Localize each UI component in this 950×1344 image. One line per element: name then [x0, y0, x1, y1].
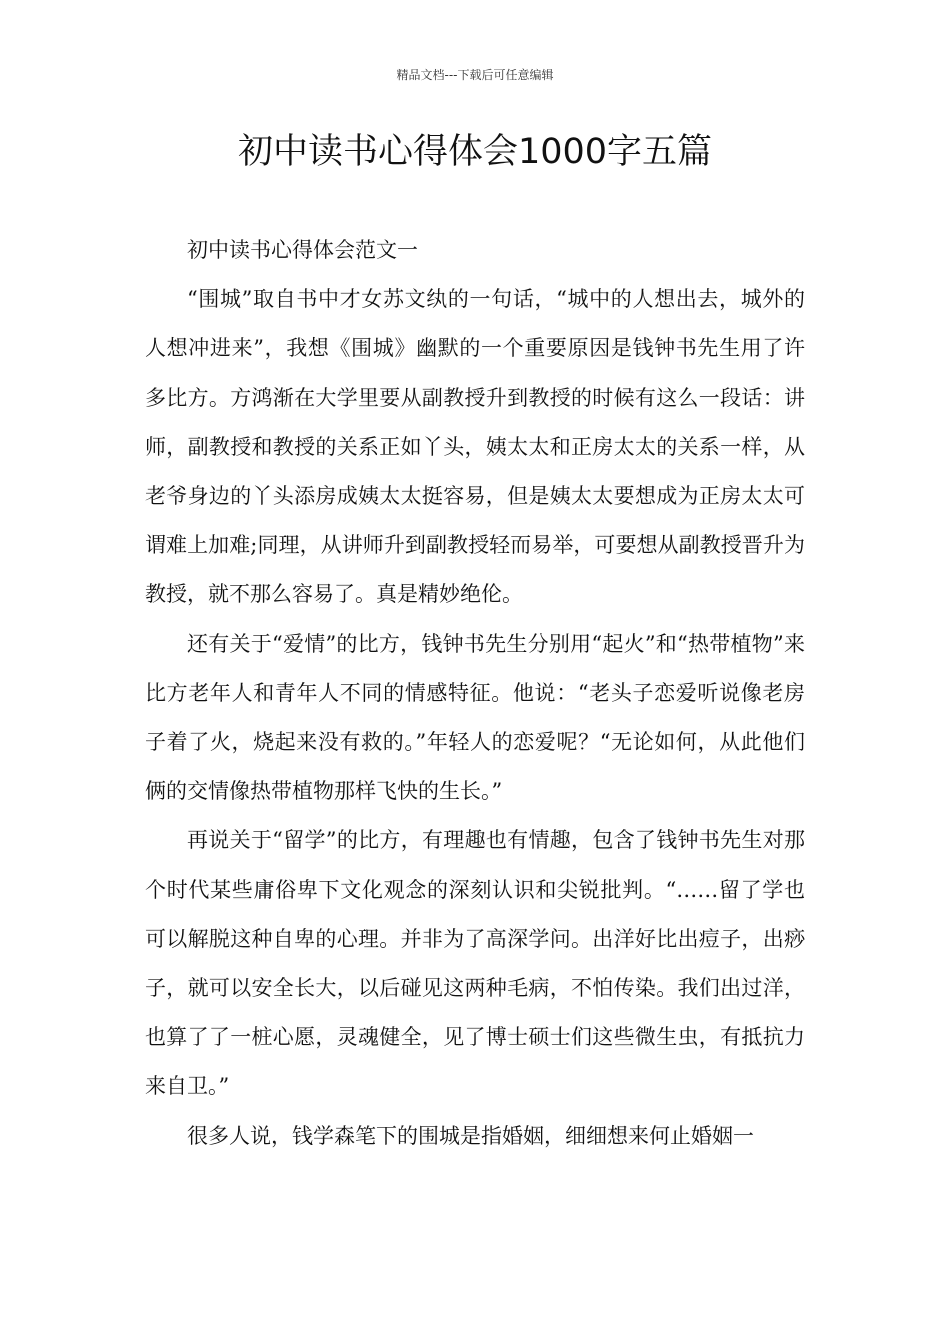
section-heading: 初中读书心得体会范文一: [187, 238, 418, 262]
body-paragraph: 还有关于“爱情”的比方，钱钟书先生分别用“起火”和“热带植物”来比方老年人和青年人不同的情感特征。他说：“老头子恋爱听说像老房子着了火，烧起来没有救的。”年轻人的恋爱呢？“无论如何，从此他们俩的交情像热带植物那样飞快的生长。”: [145, 631, 805, 804]
body-paragraph: 再说关于“留学”的比方，有理趣也有情趣，包含了钱钟书先生对那个时代某些庸俗卑下文化观念的深刻认识和尖锐批判。“……留了学也可以解脱这种自卑的心理。并非为了高深学问。出洋好比出痘子，出痧子，就可以安全长大，以后碰见这两种毛病，不怕传染。我们出过洋，也算了了一桩心愿，灵魂健全，见了博士硕士们这些微生虫，有抵抗力来自卫。”: [145, 828, 805, 1099]
document-title: 初中读书心得体会1000字五篇: [237, 132, 713, 172]
body-paragraph: 很多人说，钱学森笔下的围城是指婚姻，细细想来何止婚姻一: [187, 1123, 754, 1148]
body-paragraph: “围城”取自书中才女苏文纨的一句话，“城中的人想出去，城外的人想冲进来”，我想《围城》幽默的一个重要原因是钱钟书先生用了许多比方。方鸿渐在大学里要从副教授升到教授的时候有这么一段话：讲师，副教授和教授的关系正如丫头，姨太太和正房太太的关系一样，从老爷身边的丫头添房成姨太太挺容易，但是姨太太要想成为正房太太可谓难上加难;同理，从讲师升到副教授轻而易举，可要想从副教授晋升为教授，就不那么容易了。真是精妙绝伦。: [145, 287, 805, 607]
header-note: 精品文档---下载后可任意编辑: [396, 68, 554, 82]
document-body: [145, 226, 805, 1161]
